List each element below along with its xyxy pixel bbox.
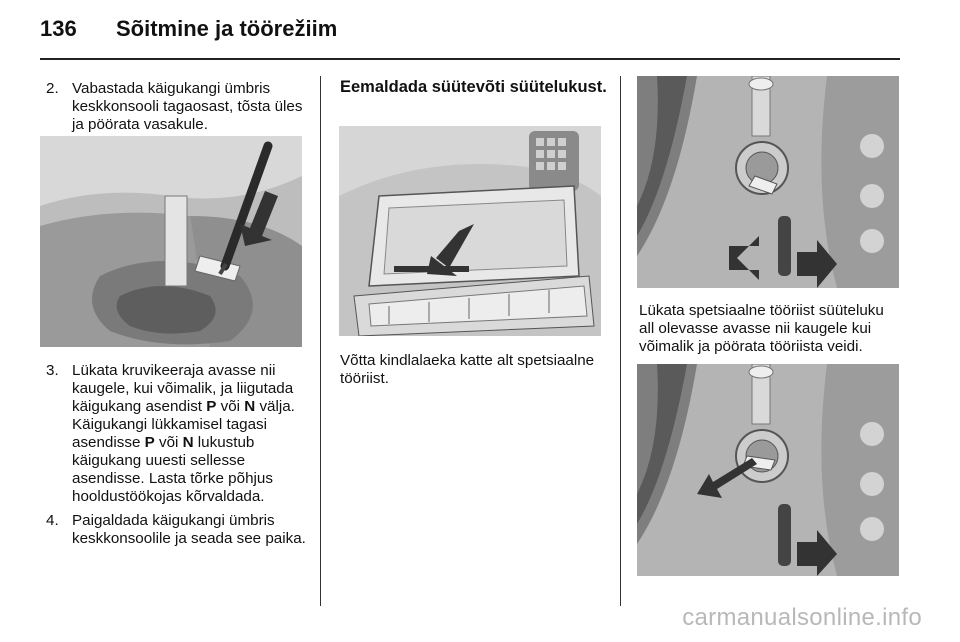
step-2 — [46, 80, 308, 134]
header-rule — [40, 58, 900, 60]
step-4-text: Paigaldada käigukangi ümbris keskkonsoolile ja seada see paika. — [72, 512, 306, 547]
paragraph-glovebox: Võtta kindlalaeka katte alt spetsiaalne tööriist. — [340, 352, 595, 387]
page-title: Sõitmine ja töörežiim — [116, 16, 338, 41]
step-4 — [46, 512, 308, 548]
page-number: 136 — [40, 16, 77, 41]
gear-position-n: N — [182, 434, 194, 451]
paragraph-ignition: Lükata spetsiaalne tööriist süüteluku all olevasse avasse nii kaugele kui võimalik ja pöörata tööriista veidi. — [639, 302, 884, 355]
page-header — [40, 16, 337, 46]
gear-position-p: P — [144, 434, 155, 451]
column-divider-1 — [320, 76, 321, 606]
step-3-text: Lükata kruvikeeraja avasse nii kaugele, kui võimalik, ja liigutada käigukang asendist P või N välja. Käigukangi lükkamisel tagasi asendisse P või N lukustub käigukang uuesti sellesse asendisse. Lasta tõrke põhjus hooldustöökojas kõrvaldada. — [72, 362, 295, 505]
step-4-number: 4. — [46, 512, 59, 529]
gear-position-n: N — [244, 398, 256, 415]
section-heading: Eemaldada süütevõti süütelukust. — [340, 78, 607, 96]
glovebox-tool-illustration — [339, 126, 601, 336]
column-divider-2 — [620, 76, 621, 606]
gear-lever-cover-illustration — [40, 136, 302, 347]
step-2-number: 2. — [46, 80, 59, 97]
watermark: carmanualsonline.info — [682, 604, 922, 631]
gear-position-p: P — [206, 398, 217, 415]
step-3-number: 3. — [46, 362, 59, 379]
ignition-tool-rotate-illustration — [637, 364, 899, 576]
step-2-text: Vabastada käigukangi ümbris keskkonsooli tagaosast, tõsta üles ja pöörata vasakule. — [72, 80, 303, 133]
ignition-tool-insert-illustration — [637, 76, 899, 288]
step-3 — [46, 362, 308, 506]
